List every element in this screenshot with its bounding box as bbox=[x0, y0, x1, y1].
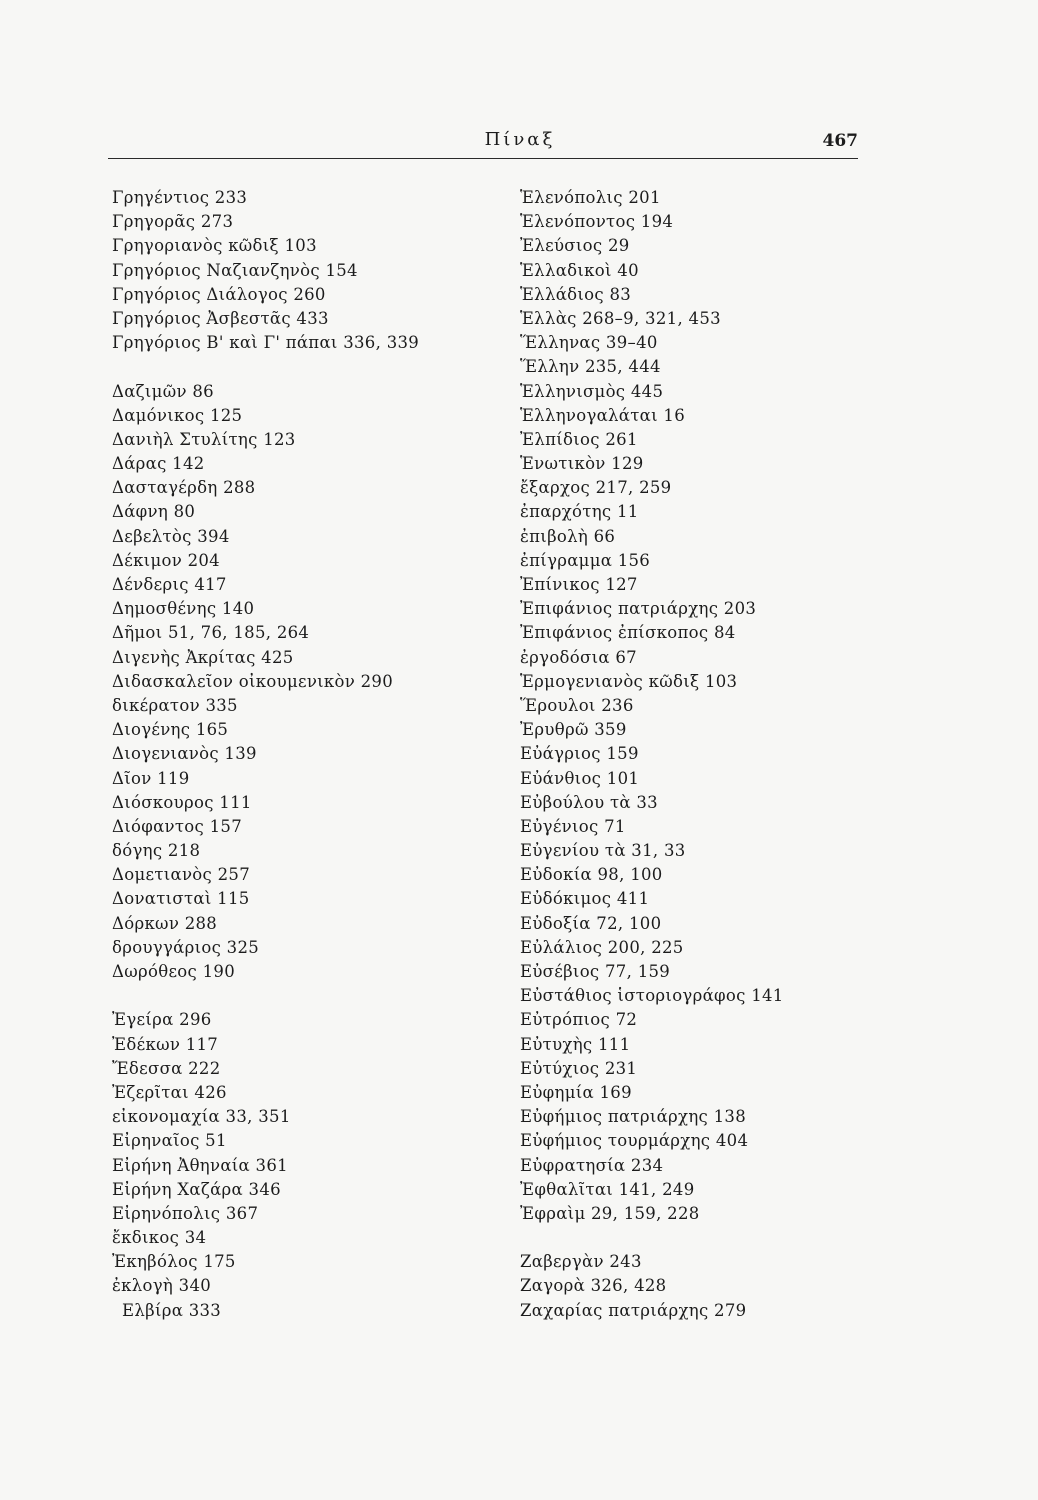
index-entry: Ἐφραὶμ 29, 159, 228 bbox=[520, 1203, 700, 1223]
index-entry: Δῖον 119 bbox=[112, 768, 190, 788]
index-entry: ἔκδικος 34 bbox=[112, 1228, 207, 1248]
index-entry: Εὐβούλου τὰ 33 bbox=[520, 792, 658, 812]
index-entry: Ἑλενόπολις 201 bbox=[520, 188, 661, 207]
index-entry: Γρηγέντιος 233 bbox=[112, 188, 248, 207]
index-entry: Ἐγείρα 296 bbox=[112, 1010, 212, 1030]
index-entry: Ἑλλαδικοὶ 40 bbox=[520, 260, 639, 280]
index-entry: Ἑλληνισμὸς 445 bbox=[520, 381, 664, 401]
index-entry: Ελβίρα 333 bbox=[122, 1300, 222, 1320]
index-entry: Ἕλληνας 39–40 bbox=[520, 333, 658, 353]
index-entry: Δῆμοι 51, 76, 185, 264 bbox=[112, 623, 310, 643]
index-entry: Ἐπιφάνιος πατριάρχης 203 bbox=[520, 599, 757, 619]
index-entry: Εὐτρόπιος 72 bbox=[520, 1010, 638, 1030]
index-entry: Ἐκηβόλος 175 bbox=[112, 1252, 236, 1272]
index-entry: Εἰρηναῖος 51 bbox=[112, 1131, 227, 1151]
index-entry: Δάρας 142 bbox=[112, 454, 205, 474]
index-entry: Εὐφήμιος πατριάρχης 138 bbox=[520, 1107, 747, 1127]
index-entry: Δονατισταὶ 115 bbox=[112, 889, 250, 909]
index-entry: Διγενὴς Ἀκρίτας 425 bbox=[112, 647, 294, 667]
index-entry: Εὐλάλιος 200, 225 bbox=[520, 937, 684, 957]
index-entry: Γρηγόριος Ἀσβεστᾶς 433 bbox=[112, 308, 329, 328]
index-entry: ἐπιβολὴ 66 bbox=[520, 526, 616, 546]
index-entry: Ζαβεργὰν 243 bbox=[520, 1252, 642, 1272]
index-entry: Ἑλληνογαλάται 16 bbox=[520, 405, 686, 425]
index-entry: δικέρατον 335 bbox=[112, 695, 238, 715]
index-entry: Δεβελτὸς 394 bbox=[112, 526, 230, 546]
index-entry: Εὐγένιος 71 bbox=[520, 816, 626, 836]
index-entry: Εὐφρατησία 234 bbox=[520, 1155, 664, 1175]
index-entry: Ἐλπίδιος 261 bbox=[520, 429, 638, 449]
index-column-right bbox=[520, 186, 850, 1323]
index-entry: Δανιὴλ Στυλίτης 123 bbox=[112, 429, 296, 449]
index-entry: Ζαχαρίας πατριάρχης 279 bbox=[520, 1300, 747, 1320]
index-entry: Γρηγόριος Ναζιανζηνὸς 154 bbox=[112, 260, 358, 280]
index-entry: Δόρκων 288 bbox=[112, 913, 218, 933]
index-entry: Δάφνη 80 bbox=[112, 502, 196, 522]
index-entry: Ἑλενόποντος 194 bbox=[520, 212, 674, 232]
index-entry: Εὐφήμιος τουρμάρχης 404 bbox=[520, 1131, 749, 1151]
index-entry: δόγης 218 bbox=[112, 841, 201, 861]
index-entry: Δέκιμον 204 bbox=[112, 550, 220, 570]
index-entry: Εἰρήνη Ἀθηναία 361 bbox=[112, 1155, 288, 1175]
index-entry: Ζαγορὰ 326, 428 bbox=[520, 1276, 667, 1296]
index-entry: Ἐρυθρῶ 359 bbox=[520, 720, 627, 740]
index-entry: ἐργοδόσια 67 bbox=[520, 647, 637, 667]
index-entry: Ἐφθαλῖται 141, 249 bbox=[520, 1179, 695, 1199]
index-entry: Εὐσέβιος 77, 159 bbox=[520, 962, 671, 981]
index-entry: Ἐπιφάνιος ἐπίσκοπος 84 bbox=[520, 623, 736, 643]
index-entry: Εὐδόκιμος 411 bbox=[520, 889, 650, 909]
index-entry: Εὐτυχὴς 111 bbox=[520, 1034, 631, 1054]
index-entry: Εἰρήνη Χαζάρα 346 bbox=[112, 1179, 281, 1199]
index-entry: Εὐδοξία 72, 100 bbox=[520, 913, 662, 933]
index-entry: Ἕλλην 235, 444 bbox=[520, 357, 661, 377]
index-column-left bbox=[112, 186, 492, 1323]
index-entry: Εὐστάθιος ἱστοριογράφος 141 bbox=[520, 986, 784, 1006]
index-entry: Δένδερις 417 bbox=[112, 575, 227, 594]
index-entry: δρουγγάριος 325 bbox=[112, 937, 260, 957]
page-number: 467 bbox=[822, 131, 858, 151]
index-entry: Ἐλεύσιος 29 bbox=[520, 236, 630, 256]
index-entry: εἰκονομαχία 33, 351 bbox=[112, 1107, 291, 1127]
index-entry: Εἰρηνόπολις 367 bbox=[112, 1203, 259, 1223]
index-entry: Εὐάγριος 159 bbox=[520, 744, 639, 764]
index-entry: Διογενιανὸς 139 bbox=[112, 744, 257, 764]
index-entry: ἐπαρχότης 11 bbox=[520, 502, 639, 522]
index-entry: Διόφαντος 157 bbox=[112, 816, 242, 836]
index-entry: Δασταγέρδη 288 bbox=[112, 478, 256, 498]
index-entry: Ἐζερῖται 426 bbox=[112, 1082, 227, 1102]
index-entry: Ἔδεσσα 222 bbox=[112, 1058, 221, 1078]
index-entry: Εὐφημία 169 bbox=[520, 1082, 632, 1102]
index-entry: Εὐάνθιος 101 bbox=[520, 768, 640, 788]
index-entry: Γρηγόριος Διάλογος 260 bbox=[112, 284, 326, 304]
header-rule bbox=[108, 158, 858, 159]
index-entry: Δαζιμῶν 86 bbox=[112, 381, 214, 401]
index-entry: Ἐδέκων 117 bbox=[112, 1034, 219, 1054]
index-entry: Ἑνωτικὸν 129 bbox=[520, 454, 644, 474]
index-entry: Εὐδοκία 98, 100 bbox=[520, 865, 663, 885]
index-entry: ἔξαρχος 217, 259 bbox=[520, 478, 672, 498]
index-entry: Δωρόθεος 190 bbox=[112, 962, 235, 981]
index-entry: Εὐτύχιος 231 bbox=[520, 1058, 638, 1078]
index-entry: Ἕρουλοι 236 bbox=[520, 695, 634, 715]
index-entry: Γρηγοριανὸς κῶδιξ 103 bbox=[112, 236, 317, 256]
index-entry: Εὐγενίου τὰ 31, 33 bbox=[520, 841, 686, 861]
index-entry: ἐκλογὴ 340 bbox=[112, 1276, 212, 1296]
index-entry: Διογένης 165 bbox=[112, 720, 229, 740]
index-entry: Γρηγόριος Β' καὶ Γ' πάπαι 336, 339 bbox=[112, 333, 420, 353]
page-header-title: Πίναξ bbox=[484, 129, 556, 150]
index-entry: Ἐπίνικος 127 bbox=[520, 575, 638, 594]
index-entry: Δαμόνικος 125 bbox=[112, 405, 243, 425]
index-entry: ἐπίγραμμα 156 bbox=[520, 550, 651, 570]
index-entry: Δομετιανὸς 257 bbox=[112, 865, 251, 885]
index-entry: Διόσκουρος 111 bbox=[112, 792, 252, 812]
index-entry: Γρηγορᾶς 273 bbox=[112, 212, 234, 232]
index-entry: Δημοσθένης 140 bbox=[112, 599, 255, 619]
index-entry: Ἑλλάδιος 83 bbox=[520, 284, 632, 304]
index-entry: Ἑλλὰς 268–9, 321, 453 bbox=[520, 308, 721, 328]
index-entry: Ἑρμογενιανὸς κῶδιξ 103 bbox=[520, 671, 738, 691]
index-entry: Διδασκαλεῖον οἰκουμενικὸν 290 bbox=[112, 671, 394, 691]
